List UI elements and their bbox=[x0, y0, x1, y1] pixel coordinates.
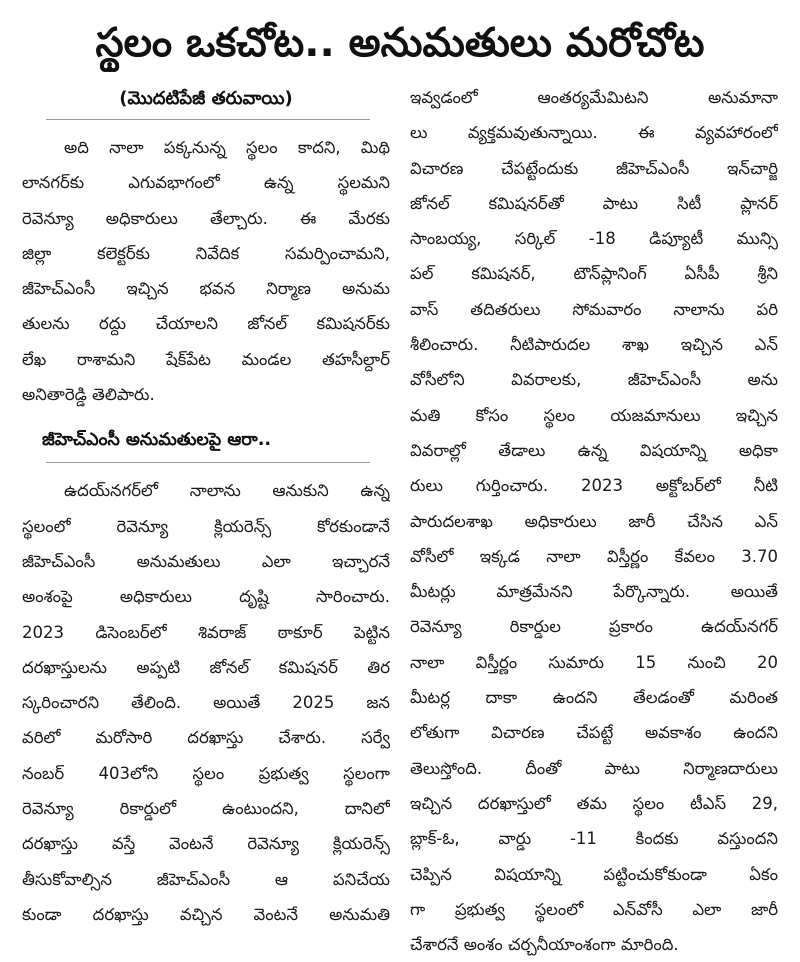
text-line: లానగర్‌కు ఎగువభాగంలో ఉన్న స్థలమని bbox=[22, 173, 390, 193]
text-line: లేఖ రాశామని షేక్‌పేట మండల తహసీల్దార్ bbox=[22, 349, 390, 369]
text-line: బ్లాక్-ఓ, వార్డు -11 కిందకు వస్తుందని bbox=[410, 829, 778, 849]
text-line: రెవెన్యూ రికార్డుల ప్రకారం ఉదయ్‌నగర్ bbox=[410, 617, 778, 637]
text-line: అది నాలా పక్కనున్న స్థలం కాదని, మిథి bbox=[64, 138, 390, 157]
text-line: వరిలో మరోసారి దరఖాస్తు చేశారు. సర్వే bbox=[22, 728, 390, 748]
text-line: రెవెన్యూ రికార్డులో ఉంటుందని, దానిలో bbox=[22, 799, 390, 819]
text-line: రులు గుర్తించారు. 2023 అక్టోబర్‌లో నీటి bbox=[410, 476, 778, 496]
text-line: దరఖాస్తులను అప్పటి జోనల్ కమిషనర్ తిర bbox=[22, 657, 390, 677]
article-columns bbox=[22, 80, 778, 962]
text-line: శీలించారు. నీటిపారుదల శాఖ ఇచ్చిన ఎన్ bbox=[410, 335, 778, 355]
article-headline: స్థలం ఒకచోట.. అనుమతులు మరోచోట bbox=[95, 20, 705, 66]
text-line: రెవెన్యూ అధికారులు తేల్చారు. ఈ మేరకు bbox=[22, 208, 390, 228]
text-line: జోనల్ కమిషనర్‌తో పాటు సిటీ ప్లానర్ bbox=[410, 193, 778, 213]
text-line: మతి కోసం స్థలం యజమానులు ఇచ్చిన bbox=[410, 405, 778, 425]
text-line: అనితారెడ్డి తెలిపారు. bbox=[22, 385, 155, 405]
text-line: సాంబయ్య, సర్కిల్ -18 డిప్యూటీ మున్సి bbox=[410, 229, 778, 249]
right-paragraph-1 bbox=[410, 80, 778, 962]
text-line: పారుదలశాఖ అధికారులు జారీ చేసిన ఎన్ bbox=[410, 511, 778, 531]
text-line: లోతుగా విచారణ చేపట్టే అవకాశం ఉందని bbox=[410, 723, 778, 743]
text-line: పల్ కమిషనర్, టౌన్‌ప్లానింగ్ ఏసీపీ శ్రీని bbox=[410, 264, 778, 284]
text-line: వివరాల్లో తేడాలు ఉన్న విషయాన్ని అధికా bbox=[410, 440, 778, 460]
text-line: నంబర్ 403లోని స్థలం ప్రభుత్వ స్థలంగా bbox=[22, 763, 390, 783]
left-column bbox=[22, 80, 390, 962]
text-line: స్కరించారని తేలింది. అయితే 2025 జన bbox=[22, 693, 390, 713]
text-line: వోసీలో ఇక్కడ నాలా విస్తీర్ణం కేవలం 3.70 bbox=[410, 546, 778, 566]
text-line: తీసుకోవాల్సిన జీహెచ్‌ఎంసీ ఆ పనిచేయ bbox=[22, 869, 390, 889]
text-line: జీహెచ్‌ఎంసీ అనుమతులు ఎలా ఇచ్చారనే bbox=[22, 551, 390, 571]
text-line: తెలుస్తోంది. దీంతో పాటు నిర్మాణదారులు bbox=[410, 758, 778, 778]
text-line: వోసీలోని వివరాలకు, జీహెచ్‌ఎంసీ అను bbox=[410, 370, 778, 390]
text-line: జిల్లా కలెక్టర్‌కు నివేదిక సమర్పించామని, bbox=[22, 243, 390, 263]
divider bbox=[46, 462, 370, 463]
divider bbox=[46, 119, 370, 120]
text-line: తులను రద్దు చేయాలని జోనల్ కమిషనర్‌కు bbox=[22, 314, 390, 334]
right-column bbox=[410, 80, 778, 962]
text-line: వాస్ తదితరులు సోమవారం నాలాను పరి bbox=[410, 299, 778, 319]
left-paragraph-2 bbox=[22, 473, 390, 932]
text-line: స్థలంలో రెవెన్యూ క్లియరెన్స్ కోరకుండానే bbox=[22, 516, 390, 536]
text-line: కుండా దరఖాస్తు వచ్చిన వెంటనే అనుమతి bbox=[22, 904, 390, 924]
text-line: 2023 డిసెంబర్‌లో శివరాజ్ ఠాకూర్ పెట్టిన bbox=[22, 622, 390, 642]
text-line: చెప్పిన విషయాన్ని పట్టించుకోకుండా ఏకం bbox=[410, 864, 778, 884]
text-line: ఇచ్చిన దరఖాస్తులో తమ స్థలం టీఎస్ 29, bbox=[410, 793, 778, 813]
text-line: చేశారనే అంశం చర్చనీయాంశంగా మారింది. bbox=[410, 935, 679, 955]
left-paragraph-1 bbox=[22, 130, 390, 412]
text-line: జీహెచ్‌ఎంసీ ఇచ్చిన భవన నిర్మాణ అనుమ bbox=[22, 279, 390, 299]
text-line: మీటర్లు మాత్రమేనని పేర్కొన్నారు. అయితే bbox=[410, 582, 778, 602]
text-line: లు వ్యక్తమవుతున్నాయి. ఈ వ్యవహారంలో bbox=[410, 123, 778, 143]
text-line: దరఖాస్తు వస్తే వెంటనే రెవెన్యూ క్లియరెన్స్ bbox=[22, 834, 390, 854]
text-line: అంశంపై అధికారులు దృష్టి సారించారు. bbox=[22, 587, 390, 607]
text-line: గా ప్రభుత్వ స్థలంలో ఎన్‌వోసీ ఎలా జారీ bbox=[410, 899, 778, 919]
text-line: నాలా విస్తీర్ణం సుమారు 15 నుంచి 20 bbox=[410, 652, 778, 672]
text-line: ఉదయ్‌నగర్‌లో నాలాను ఆనుకుని ఉన్న bbox=[64, 481, 390, 501]
section-subheading: జీహెచ్‌ఎంసీ అనుమతులపై ఆరా.. bbox=[42, 430, 271, 451]
text-line: విచారణ చేపట్టేందుకు జీహెచ్‌ఎంసీ ఇన్‌చార్జి bbox=[410, 158, 778, 178]
text-line: ఇవ్వడంలో ఆంతర్యమేమిటని అనుమానా bbox=[410, 88, 778, 107]
text-line: మీటర్ల దాకా ఉందని తేలడంతో మరింత bbox=[410, 688, 778, 708]
continuation-label: (మొదటిపేజీ తరువాయి) bbox=[119, 88, 293, 109]
